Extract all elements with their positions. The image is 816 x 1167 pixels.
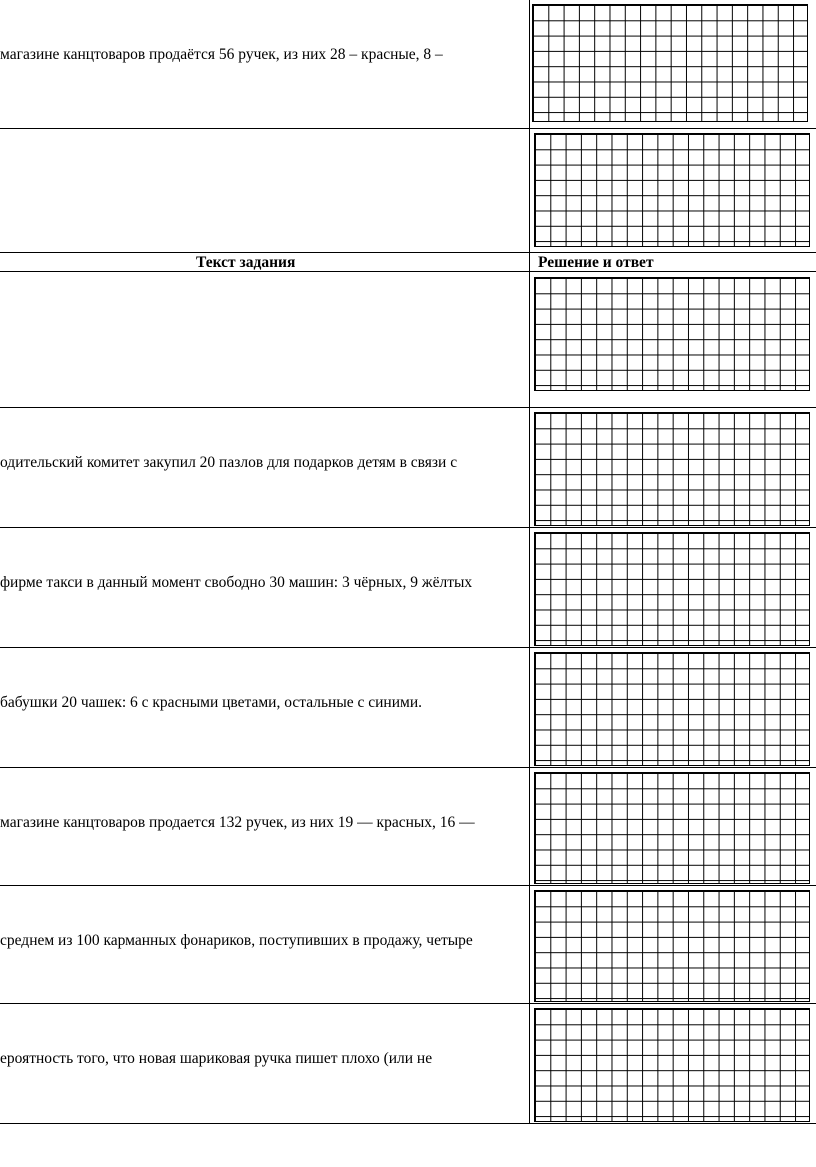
- task-line: [0, 174, 523, 176]
- task-text: [0, 274, 523, 318]
- answer-grid: [534, 890, 810, 1002]
- answer-grid: [534, 652, 810, 766]
- task-line: ероятность того, что новая шариковая ручка пишет плохо (или не: [0, 1050, 433, 1067]
- header-solution: Решение и ответ: [538, 254, 654, 271]
- task-text: [0, 2, 523, 68]
- answer-grid: [534, 532, 810, 646]
- task-line: [0, 316, 523, 318]
- column-divider: [529, 0, 530, 1124]
- task-line: бабушки 20 чашек: 6 с красными цветами, остальные с синими.: [0, 694, 422, 711]
- task-text: [0, 770, 523, 858]
- answer-grid: [534, 772, 810, 884]
- header-task-text: Текст задания: [196, 254, 296, 271]
- task-line: [0, 515, 523, 518]
- task-text: [0, 888, 523, 954]
- answer-grid: [534, 1008, 810, 1122]
- task-text: [0, 1006, 523, 1072]
- task-text: [0, 530, 523, 618]
- task-line: одительский комитет закупил 20 пазлов для подарков детям в связи с: [0, 454, 458, 471]
- task-line: магазине канцтоваров продаётся 56 ручек, из них 28 – красные, 8 –: [0, 46, 443, 63]
- task-text: [0, 132, 523, 176]
- answer-grid: [534, 277, 810, 391]
- task-text: [0, 650, 523, 716]
- answer-grid: [534, 133, 810, 247]
- task-line: фирме такси в данный момент свободно 30 машин: 3 чёрных, 9 жёлтых: [0, 574, 473, 591]
- answer-grid: [534, 412, 810, 526]
- table-header: [0, 253, 816, 272]
- task-line: среднем из 100 карманных фонариков, поступивших в продажу, четыре: [0, 932, 473, 949]
- task-text: [0, 410, 523, 518]
- answer-grid: [532, 4, 808, 122]
- task-line: магазине канцтоваров продается 132 ручек, из них 19 — красных, 16 —: [0, 814, 475, 831]
